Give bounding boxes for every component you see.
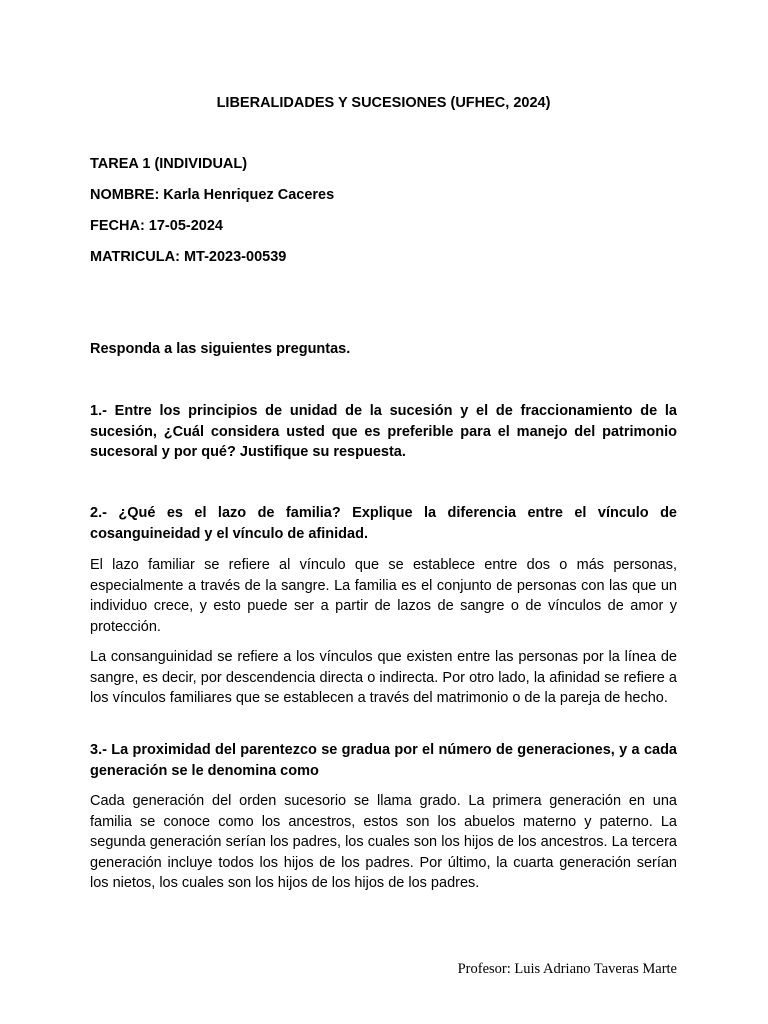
instruction-text: Responda a las siguientes preguntas. xyxy=(90,341,351,357)
task-label: TAREA 1 (INDIVIDUAL) xyxy=(90,156,248,172)
question-1: 1.- Entre los principios de unidad de la sucesión y el de fraccionamiento de la sucesión, ¿Cuál considera usted que es preferible para el manejo del patrimonio sucesoral y por qué? Justifique su respuesta. xyxy=(90,403,677,460)
question-3: 3.- La proximidad del parentezco se gradua por el número de generaciones, y a cada generación se le denomina como xyxy=(90,742,677,779)
answer-2-paragraph-1: El lazo familiar se refiere al vínculo que se establece entre dos o más personas, especialmente a través de la sangre. La familia es el conjunto de personas con las que un individuo crece, y esto puede ser a partir de lazos de sangre o de vínculos de amor y protección. xyxy=(90,557,677,635)
question-2: 2.- ¿Qué es el lazo de familia? Explique la diferencia entre el vínculo de cosanguineidad y el vínculo de afinidad. xyxy=(90,505,677,542)
submission-date: FECHA: 17-05-2024 xyxy=(90,218,223,234)
answer-3: Cada generación del orden sucesorio se llama grado. La primera generación en una familia se conoce como los ancestros, estos son los abuelos materno y paterno. La segunda generación serían los padres, los cuales son los hijos de los ancestros. La tercera generación incluye todos los hijos de los padres. Por último, la cuarta generación serían los nietos, los cuales son los hijos de los hijos de los padres. xyxy=(90,793,677,891)
student-id: MATRICULA: MT-2023-00539 xyxy=(90,249,287,265)
document-title: LIBERALIDADES Y SUCESIONES (UFHEC, 2024) xyxy=(216,95,551,111)
answer-2-paragraph-2: La consanguinidad se refiere a los vínculos que existen entre las personas por la línea de sangre, es decir, por descendencia directa o indirecta. Por otro lado, la afinidad se refiere a los vínculos familiares que se establecen a través del matrimonio o de la pareja de hecho. xyxy=(90,649,677,706)
document-page xyxy=(90,0,677,1024)
student-name: NOMBRE: Karla Henriquez Caceres xyxy=(90,187,335,203)
professor-footer: Profesor: Luis Adriano Taveras Marte xyxy=(457,961,677,977)
